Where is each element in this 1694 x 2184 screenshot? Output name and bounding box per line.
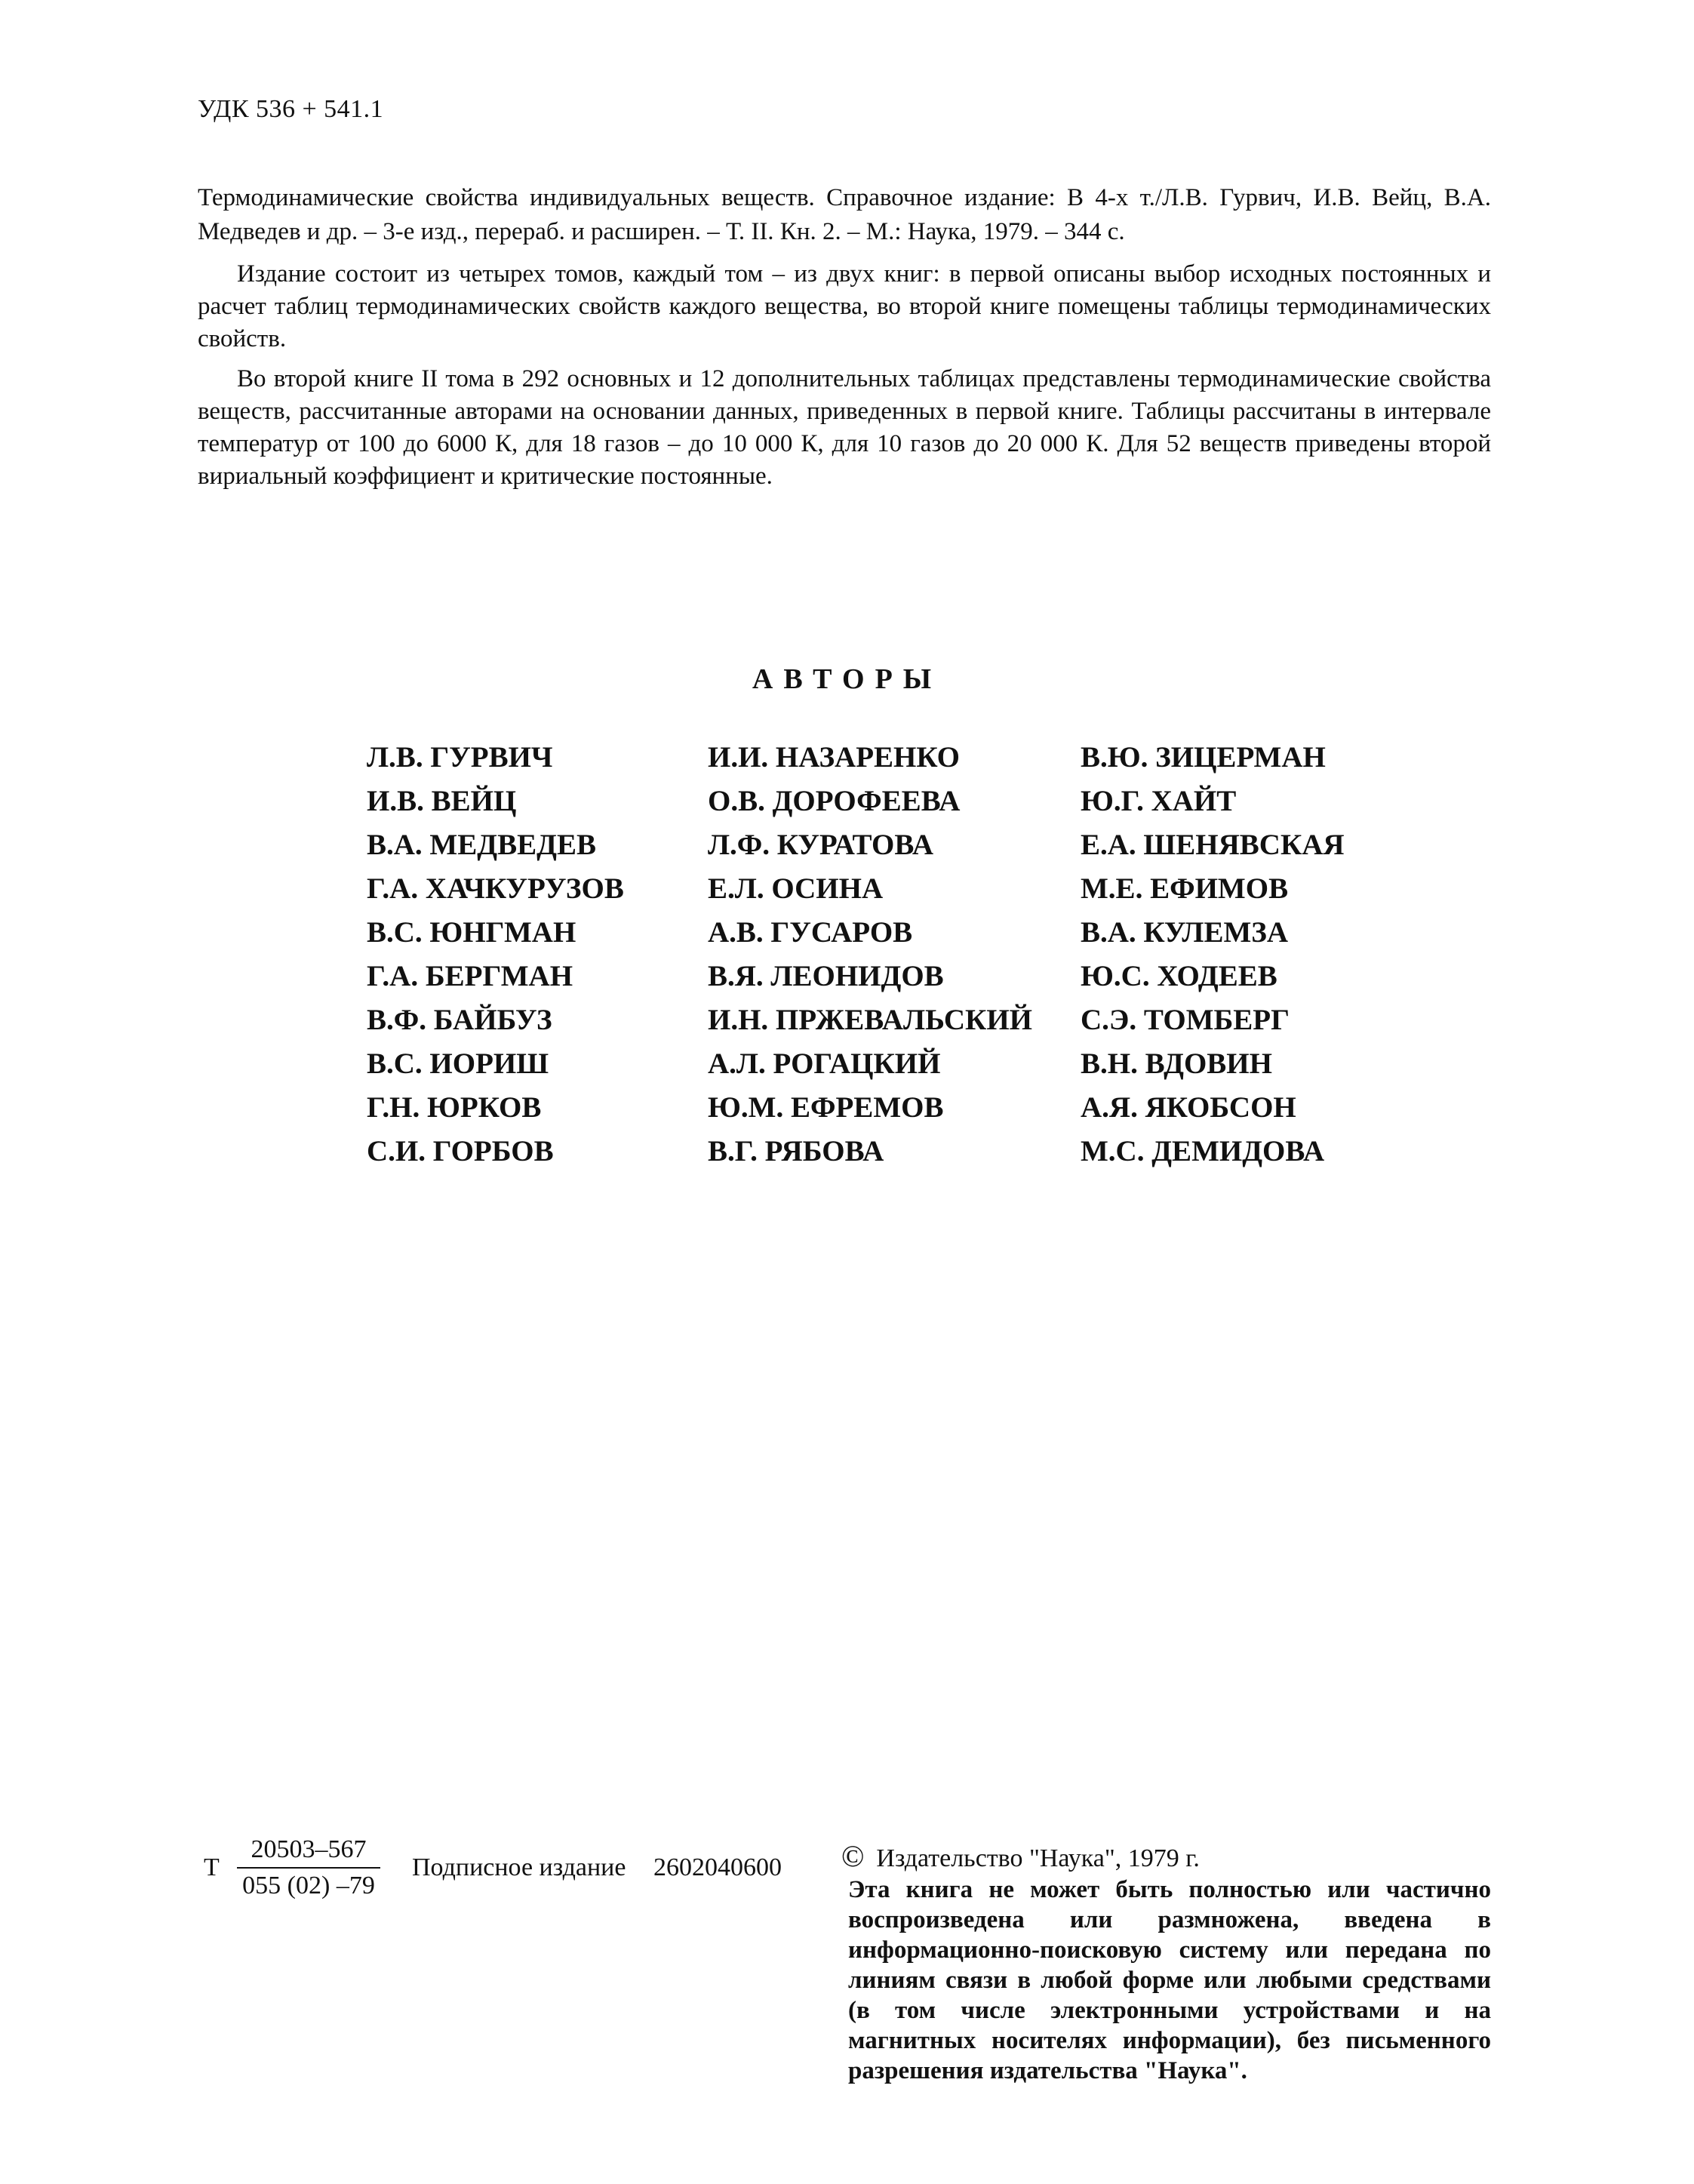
author-name: И.И. НАЗАРЕНКО: [708, 741, 961, 774]
author-name: М.Е. ЕФИМОВ: [1081, 872, 1289, 905]
authors-column-1: [367, 736, 624, 1174]
index-denominator: 055 (02) –79: [242, 1872, 375, 1899]
author-name: В.С. ЮНГМАН: [367, 916, 576, 949]
copyright-line: [841, 1838, 1200, 1874]
author-name: В.С. ИОРИШ: [367, 1047, 549, 1080]
authors-heading: АВТОРЫ: [752, 663, 942, 695]
author-name: С.И. ГОРБОВ: [367, 1135, 554, 1167]
author-name: В.Н. ВДОВИН: [1081, 1047, 1272, 1080]
author-name: Г.А. БЕРГМАН: [367, 960, 573, 992]
author-name: А.Я. ЯКОБСОН: [1081, 1091, 1296, 1124]
publication-index: [204, 1835, 822, 1903]
author-name: Ю.М. ЕФРЕМОВ: [708, 1091, 944, 1124]
index-letter: Т: [204, 1853, 220, 1881]
author-name: О.В. ДОРОФЕЕВА: [708, 785, 961, 817]
author-name: Ю.С. ХОДЕЕВ: [1081, 960, 1277, 992]
bibliographic-record: Термодинамические свойства индивидуальных веществ. Справочное издание: В 4-х т./Л.В. Гурвич, И.В. Вейц, В.А. Медведев и др. – 3-е изд., перераб. и расширен. – Т. II. Кн. 2. – М.: Наука, 1979. – 344 с.: [198, 184, 1491, 245]
author-name: Г.А. ХАЧКУРУЗОВ: [367, 872, 624, 905]
copyright-icon: ©: [841, 1839, 865, 1873]
subscription-label: Подписное издание: [412, 1853, 626, 1881]
author-name: Л.Ф. КУРАТОВА: [708, 829, 934, 861]
author-name: И.Н. ПРЖЕВАЛЬСКИЙ: [708, 1004, 1032, 1036]
author-name: В.А. КУЛЕМЗА: [1081, 916, 1289, 949]
index-code: 2602040600: [653, 1853, 782, 1881]
annotation-paragraph-2: Во второй книге II тома в 292 основных и 12 дополнительных таблицах представлены термодинамические свойства веществ, рассчитанные авторами на основании данных, приведенных в первой книге. Таблицы рассчитаны в интервале температур от 100 до 6000 К, для 18 газов – до 10 000 К, для 10 газов до 20 000 К. Для 52 веществ приведены второй вириальный коэффициент и критические постоянные.: [198, 365, 1491, 490]
index-fraction: [237, 1835, 380, 1900]
author-name: В.Я. ЛЕОНИДОВ: [708, 960, 944, 992]
author-name: М.С. ДЕМИДОВА: [1081, 1135, 1325, 1167]
author-name: Г.Н. ЮРКОВ: [367, 1091, 542, 1124]
author-name: Ю.Г. ХАЙТ: [1081, 785, 1237, 817]
author-name: А.Л. РОГАЦКИЙ: [708, 1047, 941, 1080]
author-name: В.А. МЕДВЕДЕВ: [367, 829, 596, 861]
authors-column-2: [708, 736, 1032, 1174]
annotation-paragraph-1: Издание состоит из четырех томов, каждый том – из двух книг: в первой описаны выбор исходных постоянных и расчет таблиц термодинамических свойств каждого вещества, во второй книге помещены таблицы термодинамических свойств.: [198, 260, 1491, 352]
author-name: Л.В. ГУРВИЧ: [367, 741, 553, 774]
copyright-publisher: Издательство "Наука", 1979 г.: [876, 1844, 1200, 1872]
author-name: В.Ю. ЗИЦЕРМАН: [1081, 741, 1326, 774]
annotation: [198, 258, 1491, 493]
author-name: В.Ф. БАЙБУЗ: [367, 1004, 552, 1036]
author-name: И.В. ВЕЙЦ: [367, 785, 517, 817]
author-name: Е.Л. ОСИНА: [708, 872, 884, 905]
author-name: В.Г. РЯБОВА: [708, 1135, 884, 1167]
udk-code: УДК 536 + 541.1: [198, 95, 384, 123]
author-name: Е.А. ШЕНЯВСКАЯ: [1081, 829, 1345, 861]
authors-column-3: [1081, 736, 1345, 1174]
rights-notice: Эта книга не может быть полностью или частично воспроизведена или размножена, введена в информационно-поисковую систему или передана по линиям связи в любой форме или любыми средствами (в том числе электронными устройствами и на магнитных носителях информации), без письменного разрешения издательства "Наука".: [848, 1876, 1491, 2084]
author-name: С.Э. ТОМБЕРГ: [1081, 1004, 1290, 1036]
author-name: А.В. ГУСАРОВ: [708, 916, 913, 949]
index-numerator: 20503–567: [237, 1835, 380, 1869]
